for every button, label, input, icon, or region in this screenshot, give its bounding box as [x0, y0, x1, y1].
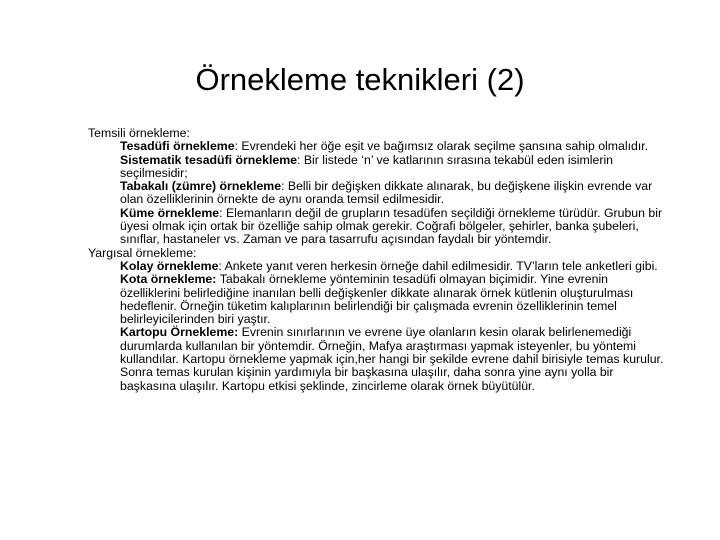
item-term: Sistematik tesadüfi örnekleme [120, 152, 298, 167]
list-item [88, 180, 668, 207]
list-item [88, 154, 668, 181]
item-term: Tesadüfi örnekleme [120, 139, 235, 154]
slide-body [88, 127, 668, 393]
item-term: Kota örnekleme: [120, 272, 220, 287]
item-text: Evrenin sınırlarının ve evrene üye olanların kesin olarak belirlenemediği durumlarda kullanılan bir yöntemdir. Örneğin, Mafya araştırması yapmak isteyenler, bu yöntemi kullandılar. Kartopu örnekleme yapmak için,her hangi bir şekilde evrene dahil birisiyle temas kurulur. Sonra temas kurulan kişinin yardımıyla bir başkasına ulaşılır, daha sonra yine aynı yolla bir başkasına ulaşılır. Kartopu etkisi şeklinde, zincirleme olarak örnek büyütülür. [120, 325, 664, 393]
item-text: : Evrendeki her öğe eşit ve bağımsız olarak seçilme şansına sahip olmalıdır. [234, 139, 649, 154]
list-item [88, 207, 668, 247]
item-text: Tabakalı örnekleme yönteminin tesadüfi olmayan biçimidir. Yine evrenin özelliklerini belirlediğine inanılan belli değişkenler dikkate alınarak örnek kütlenin oluşturulması hedeflenir. Örneğin tüketim kalıplarının belirlendiği bir çalışmada evrenin özelliklerinin temel belirleyicilerinden biri yaştır. [120, 272, 634, 327]
item-text: : Ankete yanıt veren herkesin örneğe dahil edilmesidir. TV’ların tele anketleri gibi. [218, 258, 658, 273]
list-item [88, 260, 668, 273]
section-heading-yargisal: Yargısal örnekleme: [88, 245, 197, 260]
slide-title: Örnekleme teknikleri (2) [195, 62, 525, 97]
item-term: Küme örnekleme [120, 205, 220, 220]
list-item [88, 273, 668, 326]
list-item [88, 326, 668, 392]
item-text: : Elemanların değil de grupların tesadüfen seçildiği örnekleme türüdür. Grubun bir üyesi olmak için ortak bir özelliğe sahip olmak gerekir. Coğrafi bölgeler, şehirler, banka şubeleri, sınıflar, hastaneler vs. Zaman ve para tasarrufu açısından faydalı bir yöntemdir. [120, 205, 663, 247]
item-term: Kartopu Örnekleme: [120, 325, 239, 340]
item-term: Kolay örnekleme [120, 258, 219, 273]
item-text: : Bir listede ‘n’ ve katlarının sırasına tekabül eden isimlerin seçilmesidir; [120, 152, 614, 180]
item-text: : Belli bir değişken dikkate alınarak, bu değişkene ilişkin evrende var olan özelliklerinin örnekte de aynı oranda temsil edilmesidir. [120, 179, 653, 207]
list-item [88, 140, 668, 153]
item-term: Tabakalı (zümre) örnekleme [120, 179, 282, 194]
section-heading-temsili: Temsili örnekleme: [88, 126, 190, 140]
